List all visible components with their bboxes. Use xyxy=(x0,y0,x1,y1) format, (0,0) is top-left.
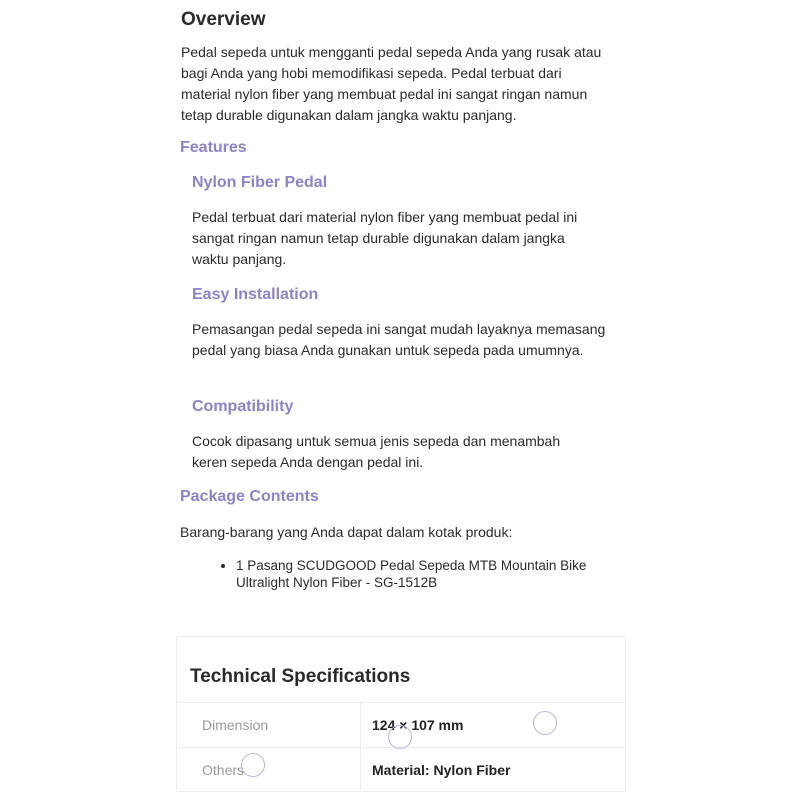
package-item: • 1 Pasang SCUDGOOD Pedal Sepeda MTB Mountain Bike Ultralight Nylon Fiber - SG-1512B xyxy=(236,557,606,591)
package-intro: Barang-barang yang Anda dapat dalam kotak produk: xyxy=(180,524,513,540)
feature-text-installation: Pemasangan pedal sepeda ini sangat mudah layaknya memasang pedal yang biasa Anda gunakan untuk sepeda pada umumnya. xyxy=(192,321,606,358)
feature-title-compatibility: Compatibility xyxy=(192,398,294,415)
divider xyxy=(360,703,361,748)
package-list xyxy=(236,557,606,591)
features-title: Features xyxy=(180,139,247,156)
divider xyxy=(360,748,361,793)
feature-text-compatibility: Cocok dipasang untuk semua jenis sepeda dan menambah keren sepeda Anda dengan pedal ini. xyxy=(192,433,561,470)
spec-value: 124 × 107 mm xyxy=(372,717,464,733)
overview-paragraph: Pedal sepeda untuk mengganti pedal sepeda Anda yang rusak atau bagi Anda yang hobi memodifikasi sepeda. Pedal terbuat dari material nylon fiber yang membuat pedal ini sangat ringan namun tetap durable digunakan dalam jangka waktu panjang. xyxy=(181,44,602,123)
package-title: Package Contents xyxy=(180,488,319,505)
feature-text-nylon: Pedal terbuat dari material nylon fiber yang membuat pedal ini sangat ringan namun tetap durable digunakan dalam jangka waktu panjang. xyxy=(192,209,578,267)
feature-title-nylon: Nylon Fiber Pedal xyxy=(192,174,328,191)
overview-title: Overview xyxy=(181,9,266,30)
touch-indicator-icon xyxy=(533,711,557,735)
spec-label: Others xyxy=(202,762,245,778)
tech-specs-title: Technical Specifications xyxy=(190,666,411,687)
touch-indicator-icon xyxy=(388,725,412,749)
spec-label: Dimension xyxy=(202,717,269,733)
touch-indicator-icon xyxy=(241,753,265,777)
spec-value: Material: Nylon Fiber xyxy=(372,762,511,778)
feature-title-installation: Easy Installation xyxy=(192,286,319,303)
